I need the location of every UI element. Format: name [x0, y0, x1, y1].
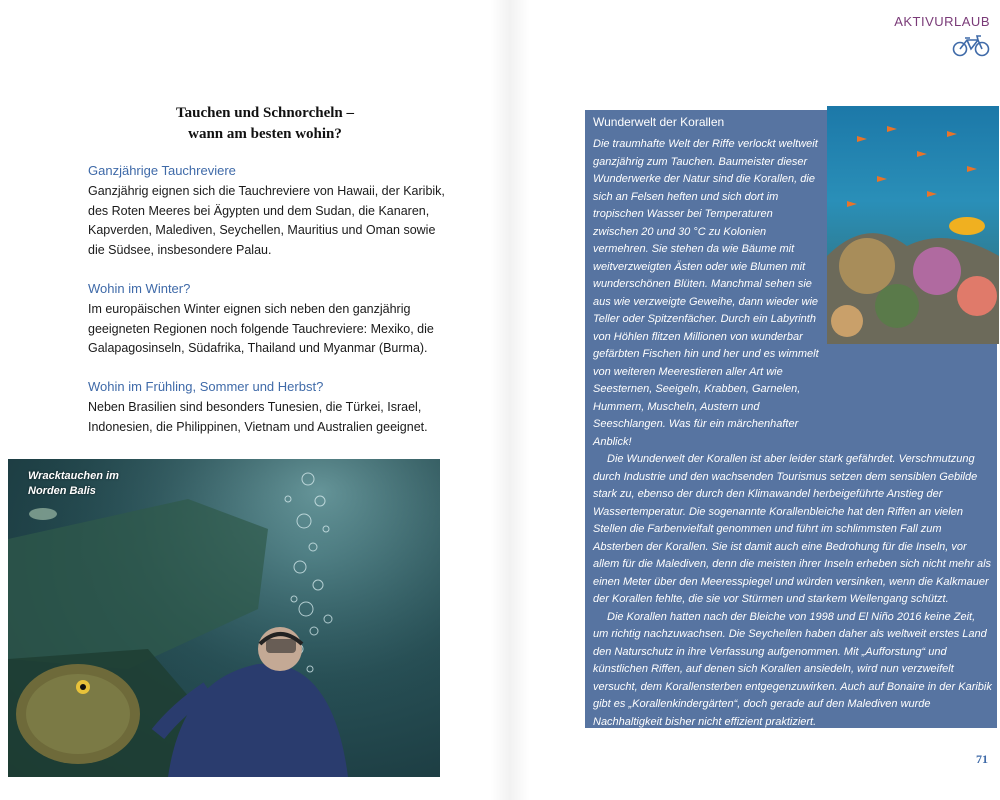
coral-box-text: [593, 136, 993, 784]
coral-paragraph: Wie man als Tauchfan einen Beitrag dazu leisten kann, seinen CO2-Ausstoß zu kompensieren, erfährt man z. B. unter www.umweltbundesamt.de/themen/freiwillige-co2-kompensation.: [593, 733, 981, 780]
article-title-line-1: Tauchen und Schnorcheln –: [176, 105, 354, 121]
section-heading: Wohin im Frühling, Sommer und Herbst?: [88, 379, 324, 394]
section-body: Ganzjährig eignen sich die Tauchreviere von Hawaii, der Karibik, des Roten Meeres bei Ägypten und dem Sudan, die Kanaren, Kapverden, Malediven, Seychellen, Mauritius und Oman sowie die Südsee, insbesondere Palau.: [88, 184, 445, 257]
section-label: AKTIVURLAUB: [894, 14, 990, 29]
section-heading: Ganzjährige Tauchreviere: [88, 163, 236, 178]
section-body: Im europäischen Winter eignen sich neben den ganzjährig geeigneten Regionen noch folgende Tauchreviere: Mexiko, die Galapagosinseln, Südafrika, Thailand und Myanmar (Burma).: [88, 302, 434, 355]
page-gutter: [490, 0, 530, 800]
coral-box-title: Wunderwelt der Korallen: [593, 115, 725, 129]
page-number: 71: [976, 752, 988, 766]
diver-illustration: [8, 459, 440, 777]
section-heading: Wohin im Winter?: [88, 281, 191, 296]
coral-paragraph: Die traumhafte Welt der Riffe verlockt weltweit ganzjährig zum Tauchen. Baumeister dieser Wunderwerke der Natur sind die Korallen, die sich an Felsen heften und sich dort im tropischen Wasser bei Temperaturen zwischen 20 und 30 °C zu Kolonien vermehren. Sie stehen da wie Bäume mit weitverzweigten Ästen oder wie Blumen mit wunderschönen Blüten. Manchmal sehen sie aus wie verzweigte Geweihe, dann wieder wie Teller oder Spitzenfächer. Durch ein Labyrinth von Höhlen flitzen Millionen von wunderbar gefärbten Fischen hin und her und es wimmelt von weiteren Meerestieren aller Art wie Seesternen, Seeigeln, Krabben, Garnelen, Hummern, Muscheln, Austern und Seeschlangen. Was für ein märchenhafter Anblick!: [593, 138, 819, 448]
coral-paragraph: Die Korallen hatten nach der Bleiche von 1998 und El Niño 2016 keine Zeit, um richtig nachzuwachsen. Die Seychellen haben daher als weltweit erstes Land den Naturschutz in ihre Verfassung aufgenommen. Mit „Aufforstung“ und künstlichen Riffen, auf denen sich Korallen ansiedeln, wird nun verzweifelt versucht, dem Korallensterben entgegenzuwirken. Auch auf Bonaire in der Karibik gibt es „Korallenkindergärten“, doch gerade auf den Malediven wurde Nachhaltigkeit bisher nicht effizient praktiziert.: [593, 610, 992, 728]
article-title: [90, 103, 440, 145]
coral-paragraph: Die Wunderwelt der Korallen ist aber leider stark gefährdet. Verschmutzung durch Industrie und den wachsenden Tourismus setzen dem sensiblen Gebilde stark zu, ebenso der durch den Klimawandel herbeigeführte Anstieg der Wassertemperatur. Die sogenannte Korallenbleiche hat den Riffen an vielen Stellen die Farbenvielfalt genommen und führt im schlimmsten Fall zum Absterben der Korallen. Sie ist damit auch eine Bedrohung für die Inseln, vor allem für die Malediven, denn die meisten ihrer Inseln erheben sich nicht mehr als einen Meter über den Meeresspiegel und würden versinken, wenn die Kalkmauer der Korallen fehlte, die sie vor Stürmen und starkem Wellengang schützt.: [593, 453, 992, 605]
article-title-line-2: wann am besten wohin?: [188, 126, 342, 142]
section-winter: [88, 281, 448, 359]
running-header: [894, 14, 990, 62]
section-spring-summer-autumn: [88, 379, 448, 437]
section-year-round: [88, 163, 448, 260]
bicycle-icon: [952, 35, 990, 62]
diver-photo-caption: Wracktauchen im Norden Balis: [28, 470, 119, 497]
section-body: Neben Brasilien sind besonders Tunesien, die Türkei, Israel, Indonesien, die Philippinen, Vietnam und Australien geeignet.: [88, 400, 428, 434]
diver-photo: [8, 459, 440, 777]
